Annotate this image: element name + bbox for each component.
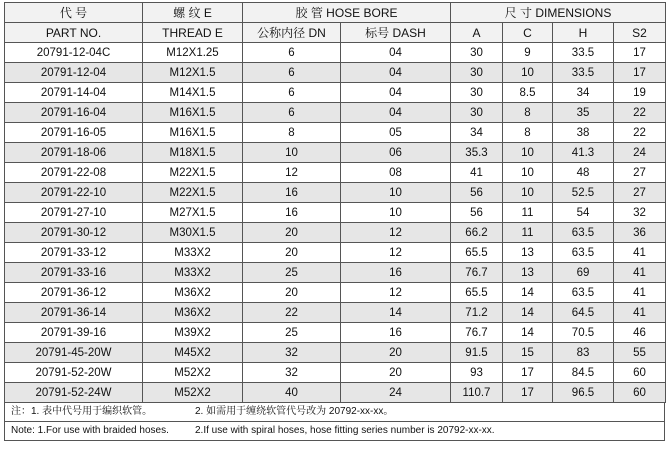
cell-a: 30 [451,83,503,103]
cell-part: 20791-12-04C [5,43,143,63]
table-row [5,83,666,103]
cell-dn: 10 [243,143,341,163]
cell-dash: 12 [341,283,451,303]
cell-part: 20791-18-06 [5,143,143,163]
cell-s2: 27 [614,183,666,203]
header-thread: THREAD E [143,23,243,43]
table-row [5,43,666,63]
note-cn-2: 2. 如需用于缠绕软管代号改为 20792-xx-xx。 [195,406,394,417]
cell-dash: 20 [341,363,451,383]
cell-c: 10 [503,143,553,163]
cell-dash: 04 [341,83,451,103]
header-h: H [553,23,614,43]
cell-c: 8 [503,103,553,123]
cell-thread: M18X1.5 [143,143,243,163]
cell-dn: 16 [243,203,341,223]
cell-c: 17 [503,383,553,403]
cell-dn: 32 [243,363,341,383]
cell-thread: M22X1.5 [143,183,243,203]
table-row [5,163,666,183]
cell-thread: M12X1.5 [143,63,243,83]
cell-thread: M52X2 [143,363,243,383]
cell-h: 35 [553,103,614,123]
cell-dn: 16 [243,183,341,203]
cell-c: 13 [503,243,553,263]
cell-s2: 22 [614,103,666,123]
cell-part: 20791-22-10 [5,183,143,203]
cell-dn: 8 [243,123,341,143]
cell-thread: M52X2 [143,383,243,403]
cell-dn: 6 [243,63,341,83]
cell-dash: 04 [341,103,451,123]
table-row [5,363,666,383]
cell-s2: 41 [614,243,666,263]
cell-part: 20791-33-16 [5,263,143,283]
cell-dash: 24 [341,383,451,403]
cell-dash: 16 [341,263,451,283]
cell-c: 10 [503,63,553,83]
cell-thread: M12X1.25 [143,43,243,63]
cell-h: 48 [553,163,614,183]
cell-thread: M14X1.5 [143,83,243,103]
cell-h: 64.5 [553,303,614,323]
note-en-1: Note: 1.For use with braided hoses. [11,425,169,436]
table-row [5,223,666,243]
cell-dash: 16 [341,323,451,343]
cell-a: 56 [451,183,503,203]
header-dash: 标号 DASH [341,23,451,43]
cell-thread: M39X2 [143,323,243,343]
table-row [5,63,666,83]
cell-a: 93 [451,363,503,383]
cell-s2: 22 [614,123,666,143]
header-dn: 公称内径 DN [243,23,341,43]
cell-s2: 19 [614,83,666,103]
cell-a: 30 [451,63,503,83]
cell-a: 30 [451,43,503,63]
cell-c: 11 [503,223,553,243]
cell-s2: 36 [614,223,666,243]
cell-dash: 04 [341,63,451,83]
header-dimensions: 尺 寸 DIMENSIONS [451,3,666,23]
cell-a: 34 [451,123,503,143]
cell-dash: 04 [341,43,451,63]
header-part-no: PART NO. [5,23,143,43]
note-cn-1: 注：1. 表中代号用于编织软管。 [11,406,153,417]
cell-part: 20791-36-14 [5,303,143,323]
cell-s2: 60 [614,383,666,403]
cell-dn: 20 [243,243,341,263]
cell-a: 76.7 [451,323,503,343]
note-en-2: 2.If use with spiral hoses, hose fitting series number is 20792-xx-xx. [195,425,495,436]
cell-c: 14 [503,323,553,343]
cell-a: 30 [451,103,503,123]
cell-s2: 41 [614,283,666,303]
cell-dash: 20 [341,343,451,363]
header-row-1 [5,3,666,23]
cell-dash: 14 [341,303,451,323]
cell-dn: 40 [243,383,341,403]
cell-h: 33.5 [553,63,614,83]
cell-s2: 24 [614,143,666,163]
table-row [5,143,666,163]
cell-thread: M16X1.5 [143,103,243,123]
cell-dn: 6 [243,43,341,63]
cell-part: 20791-39-16 [5,323,143,343]
dimensions-table [4,2,666,403]
table-body [5,43,666,403]
cell-dash: 06 [341,143,451,163]
cell-a: 91.5 [451,343,503,363]
cell-c: 9 [503,43,553,63]
cell-c: 10 [503,183,553,203]
cell-s2: 55 [614,343,666,363]
cell-h: 96.5 [553,383,614,403]
cell-a: 65.5 [451,283,503,303]
cell-h: 54 [553,203,614,223]
table-row [5,203,666,223]
notes-box [4,403,665,441]
cell-thread: M33X2 [143,243,243,263]
cell-thread: M36X2 [143,283,243,303]
cell-c: 14 [503,303,553,323]
header-s2: S2 [614,23,666,43]
cell-a: 35.3 [451,143,503,163]
table-row [5,303,666,323]
notes-line-en [5,421,664,440]
cell-part: 20791-52-20W [5,363,143,383]
cell-part: 20791-36-12 [5,283,143,303]
cell-thread: M22X1.5 [143,163,243,183]
cell-part: 20791-27-10 [5,203,143,223]
cell-thread: M16X1.5 [143,123,243,143]
cell-h: 38 [553,123,614,143]
cell-dash: 10 [341,183,451,203]
cell-c: 8 [503,123,553,143]
table-row [5,183,666,203]
cell-s2: 17 [614,43,666,63]
cell-a: 76.7 [451,263,503,283]
cell-s2: 41 [614,263,666,283]
cell-dn: 25 [243,323,341,343]
cell-part: 20791-33-12 [5,243,143,263]
header-thread-cn: 螺 纹 E [143,3,243,23]
cell-s2: 27 [614,163,666,183]
table-row [5,103,666,123]
cell-dash: 08 [341,163,451,183]
spec-sheet [4,2,665,441]
cell-dn: 22 [243,303,341,323]
table-row [5,263,666,283]
cell-h: 63.5 [553,283,614,303]
cell-part: 20791-16-04 [5,103,143,123]
cell-h: 63.5 [553,223,614,243]
cell-dash: 10 [341,203,451,223]
cell-h: 84.5 [553,363,614,383]
cell-thread: M33X2 [143,263,243,283]
cell-part: 20791-22-08 [5,163,143,183]
cell-dn: 20 [243,223,341,243]
cell-a: 71.2 [451,303,503,323]
cell-dash: 05 [341,123,451,143]
cell-part: 20791-12-04 [5,63,143,83]
cell-c: 14 [503,283,553,303]
cell-dn: 20 [243,283,341,303]
cell-c: 13 [503,263,553,283]
header-a: A [451,23,503,43]
cell-part: 20791-16-05 [5,123,143,143]
cell-a: 65.5 [451,243,503,263]
cell-h: 33.5 [553,43,614,63]
cell-h: 52.5 [553,183,614,203]
table-row [5,283,666,303]
cell-h: 63.5 [553,243,614,263]
table-row [5,243,666,263]
cell-s2: 32 [614,203,666,223]
cell-part: 20791-45-20W [5,343,143,363]
cell-h: 70.5 [553,323,614,343]
cell-thread: M27X1.5 [143,203,243,223]
cell-a: 41 [451,163,503,183]
header-hose-bore: 胶 管 HOSE BORE [243,3,451,23]
cell-dash: 12 [341,243,451,263]
cell-thread: M36X2 [143,303,243,323]
cell-part: 20791-30-12 [5,223,143,243]
cell-s2: 46 [614,323,666,343]
cell-dash: 12 [341,223,451,243]
cell-a: 66.2 [451,223,503,243]
cell-s2: 60 [614,363,666,383]
table-row [5,383,666,403]
cell-a: 110.7 [451,383,503,403]
cell-c: 15 [503,343,553,363]
cell-a: 56 [451,203,503,223]
table-row [5,343,666,363]
cell-h: 41.3 [553,143,614,163]
cell-h: 83 [553,343,614,363]
cell-c: 11 [503,203,553,223]
cell-s2: 17 [614,63,666,83]
cell-part: 20791-14-04 [5,83,143,103]
notes-line-cn [5,403,664,421]
table-row [5,123,666,143]
header-part-cn: 代 号 [5,3,143,23]
cell-c: 8.5 [503,83,553,103]
cell-c: 10 [503,163,553,183]
cell-s2: 41 [614,303,666,323]
cell-dn: 25 [243,263,341,283]
cell-part: 20791-52-24W [5,383,143,403]
table-row [5,323,666,343]
cell-thread: M30X1.5 [143,223,243,243]
cell-dn: 6 [243,103,341,123]
cell-h: 69 [553,263,614,283]
cell-dn: 32 [243,343,341,363]
cell-c: 17 [503,363,553,383]
cell-h: 34 [553,83,614,103]
cell-dn: 6 [243,83,341,103]
header-c: C [503,23,553,43]
cell-dn: 12 [243,163,341,183]
header-row-2 [5,23,666,43]
cell-thread: M45X2 [143,343,243,363]
